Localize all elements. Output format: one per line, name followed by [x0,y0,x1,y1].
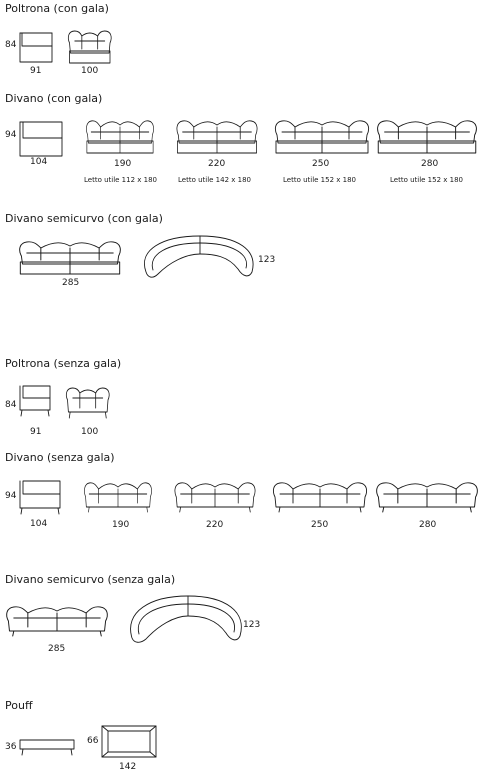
bed-size-note: Letto utile 152 x 180 [283,176,356,184]
sofa-front-220 [175,483,255,512]
armchair-front-view [66,388,109,418]
dimension-depth: 66 [87,736,99,746]
dimension-height: 84 [5,40,17,50]
bed-size-note: Letto utile 152 x 180 [390,176,463,184]
dimension-width: 142 [119,762,137,772]
dimension-height: 84 [5,400,17,410]
dimension-depth: 123 [243,620,261,630]
dimension-width: 250 [311,520,329,530]
dimension-width: 220 [208,159,226,169]
pouff-top-view [102,726,156,757]
sofa-front-280 [378,121,477,153]
sofa-front-280 [377,483,478,512]
dimension-height: 36 [5,742,17,752]
pouff-side-view [20,740,74,755]
section-title-poltrona-senza-gala: Poltrona (senza gala) [5,357,122,370]
dimension-width: 91 [30,427,42,437]
dimension-width: 285 [48,644,66,654]
curved-sofa-top-view [131,596,242,642]
armchair-front-view [68,31,111,63]
dimension-width: 220 [206,520,224,530]
dimension-width: 250 [312,159,330,169]
sofa-front-250 [275,121,368,153]
section-title-divano-con-gala: Divano (con gala) [5,92,103,105]
sofa-front-220 [177,121,257,153]
dimension-width: 190 [114,159,132,169]
section-title-pouff: Pouff [5,699,33,712]
dimension-height: 94 [5,491,17,501]
dimension-width: 91 [30,66,42,76]
sofa-front-190 [84,483,151,512]
dimension-width: 280 [419,520,437,530]
sofa-front-190 [86,121,153,153]
bed-size-note: Letto utile 112 x 180 [84,176,157,184]
sofa-side-view [20,122,62,156]
curved-sofa-top-view [144,236,253,277]
dimension-width: 104 [30,157,48,167]
dimension-width: 100 [81,427,99,437]
section-title-divano-senza-gala: Divano (senza gala) [5,451,115,464]
armchair-side-view [20,386,50,416]
curved-sofa-front-view [7,607,108,636]
bed-size-note: Letto utile 142 x 180 [178,176,251,184]
sofa-front-250 [273,483,366,512]
sofa-side-view [20,481,60,514]
section-title-divano-semicurvo-con-gala: Divano semicurvo (con gala) [5,212,163,225]
section-title-divano-semicurvo-senza-gala: Divano semicurvo (senza gala) [5,573,176,586]
curved-sofa-front-view [20,242,121,274]
section-title-poltrona-con-gala: Poltrona (con gala) [5,2,109,15]
dimension-height: 94 [5,130,17,140]
dimension-width: 104 [30,519,48,529]
armchair-side-view [20,33,52,62]
dimension-width: 285 [62,278,80,288]
dimension-width: 100 [81,66,99,76]
dimension-width: 190 [112,520,130,530]
dimension-width: 280 [421,159,439,169]
dimension-depth: 123 [258,255,276,265]
